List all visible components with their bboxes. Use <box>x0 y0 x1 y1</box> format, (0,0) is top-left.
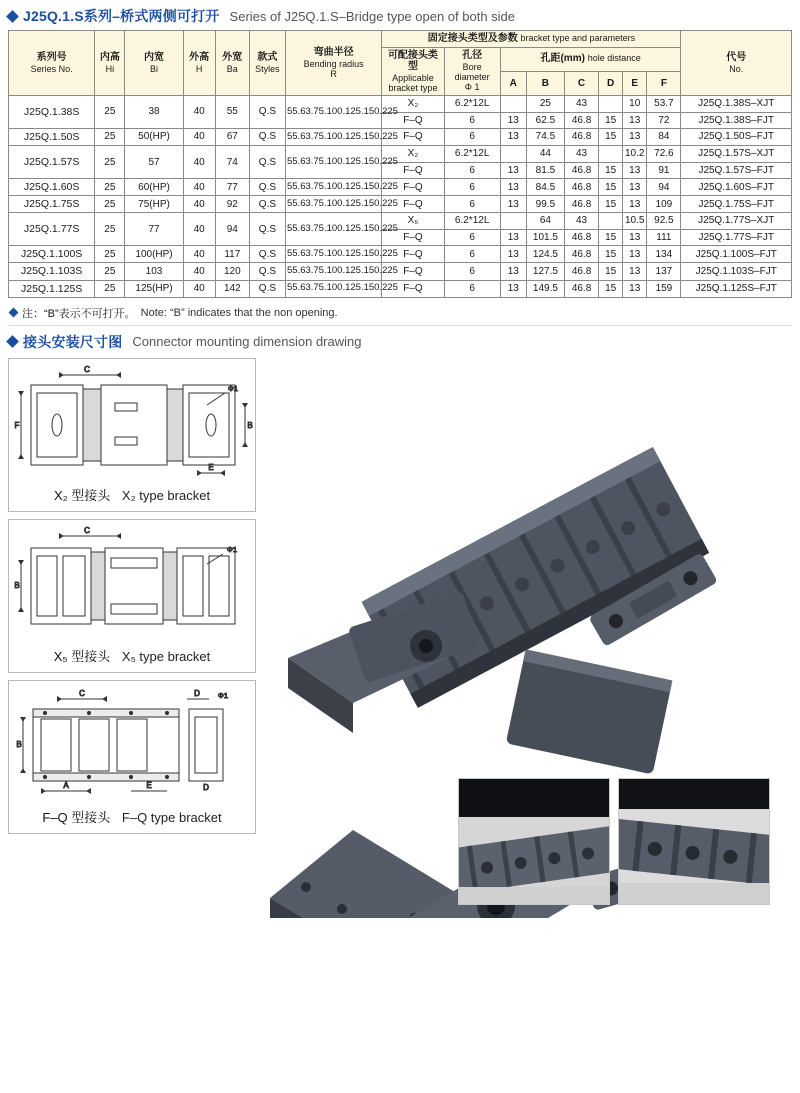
cell-bore: 6 <box>444 229 500 246</box>
spec-table-head <box>9 31 792 96</box>
cell-b: 149.5 <box>526 280 564 297</box>
table-row <box>9 246 792 263</box>
th-h-cn: 外高 <box>189 52 210 64</box>
cell-a <box>500 146 526 163</box>
cell-bi: 75(HP) <box>125 196 183 213</box>
cell-ba: 142 <box>215 280 249 297</box>
cell-ba: 117 <box>215 246 249 263</box>
cell-bore: 6 <box>444 263 500 280</box>
cell-a: 13 <box>500 112 526 129</box>
cell-b: 99.5 <box>526 196 564 213</box>
cell-a: 13 <box>500 196 526 213</box>
cell-d: 15 <box>599 196 623 213</box>
cell-ba: 74 <box>215 146 249 179</box>
cell-a <box>500 213 526 230</box>
cell-c: 46.8 <box>564 129 598 146</box>
cell-styles: Q.S <box>249 196 285 213</box>
th-bore-sym: Φ 1 <box>464 82 480 93</box>
cell-c: 43 <box>564 213 598 230</box>
th-b: B <box>526 71 564 95</box>
drawing-x5 <box>8 519 256 673</box>
cell-e: 13 <box>623 280 647 297</box>
cell-bracket-type: F–Q <box>382 179 444 196</box>
drawing-x5-caption-en: X₅ type bracket <box>121 648 211 664</box>
cell-f: 111 <box>647 229 681 246</box>
cell-c: 46.8 <box>564 179 598 196</box>
cell-f: 53.7 <box>647 96 681 113</box>
cell-bending: 55.63.75.100.125.150.225 <box>285 146 381 179</box>
cell-e: 13 <box>623 179 647 196</box>
cell-bore: 6 <box>444 112 500 129</box>
cell-f: 91 <box>647 162 681 179</box>
page-title-cn: J25Q.1.S系列–桥式两侧可打开 <box>23 8 220 24</box>
svg-text:B: B <box>14 580 20 590</box>
th-no-cn: 代号 <box>726 52 747 64</box>
fq-drawing-svg <box>11 685 255 803</box>
x2-drawing-svg <box>11 363 255 481</box>
cell-series: J25Q.1.75S <box>9 196 95 213</box>
cell-no: J25Q.1.103S–FJT <box>681 263 792 280</box>
cell-bracket-type: F–Q <box>382 129 444 146</box>
svg-text:E: E <box>208 462 214 472</box>
cell-bending: 55.63.75.100.125.150.225 <box>285 213 381 246</box>
th-ba-en: Ba <box>226 63 238 74</box>
th-bracket-group <box>382 31 681 48</box>
page-title-en: Series of J25Q.1.S–Bridge type open of both side <box>229 8 516 24</box>
cell-bracket-type: X₂ <box>382 96 444 113</box>
th-applicable-cn: 可配接头类型 <box>387 49 438 72</box>
cell-b: 127.5 <box>526 263 564 280</box>
svg-text:D: D <box>194 688 200 698</box>
cell-a: 13 <box>500 129 526 146</box>
svg-text:B: B <box>16 739 22 749</box>
lower-content <box>0 358 800 918</box>
thumbnail-2 <box>618 778 770 905</box>
cell-e: 10.2 <box>623 146 647 163</box>
cell-f: 84 <box>647 129 681 146</box>
cell-no: J25Q.1.60S–FJT <box>681 179 792 196</box>
cell-bi: 100(HP) <box>125 246 183 263</box>
th-ba <box>215 31 249 96</box>
cell-no: J25Q.1.57S–FJT <box>681 162 792 179</box>
table-row <box>9 129 792 146</box>
th-bending-cn: 弯曲半径 <box>313 47 354 58</box>
cell-bracket-type: F–Q <box>382 263 444 280</box>
cell-bracket-type: F–Q <box>382 246 444 263</box>
drawing-x2-caption-cn: X₂ 型接头 <box>53 487 111 503</box>
cell-f: 72.6 <box>647 146 681 163</box>
cell-f: 94 <box>647 179 681 196</box>
cell-bi: 103 <box>125 263 183 280</box>
cell-c: 46.8 <box>564 196 598 213</box>
cell-no: J25Q.1.38S–FJT <box>681 112 792 129</box>
cell-d <box>599 146 623 163</box>
cell-no: J25Q.1.77S–XJT <box>681 213 792 230</box>
th-ba-cn: 外宽 <box>222 52 243 64</box>
th-bore <box>444 47 500 96</box>
cell-bracket-type: F–Q <box>382 196 444 213</box>
table-row <box>9 280 792 297</box>
cell-bi: 77 <box>125 213 183 246</box>
cell-bending: 55.63.75.100.125.150.225 <box>285 96 381 129</box>
cell-series: J25Q.1.57S <box>9 146 95 179</box>
th-hi-en: Hi <box>105 63 115 74</box>
table-row <box>9 263 792 280</box>
cell-bore: 6.2*12L <box>444 213 500 230</box>
cell-bore: 6 <box>444 179 500 196</box>
cell-h: 40 <box>183 146 215 179</box>
th-styles <box>249 31 285 96</box>
cell-e: 10.5 <box>623 213 647 230</box>
cell-a <box>500 96 526 113</box>
table-row <box>9 196 792 213</box>
th-bending <box>285 31 381 96</box>
cell-c: 43 <box>564 96 598 113</box>
cell-styles: Q.S <box>249 213 285 246</box>
table-row <box>9 96 792 113</box>
cell-h: 40 <box>183 280 215 297</box>
cell-bore: 6 <box>444 196 500 213</box>
cell-f: 72 <box>647 112 681 129</box>
cell-h: 40 <box>183 96 215 129</box>
cell-series: J25Q.1.60S <box>9 179 95 196</box>
th-series-en: Series No. <box>30 63 73 74</box>
th-bracket-group-en: bracket type and parameters <box>520 33 636 43</box>
cell-bracket-type: X₅ <box>382 213 444 230</box>
cell-bending: 55.63.75.100.125.150.225 <box>285 280 381 297</box>
cell-e: 10 <box>623 96 647 113</box>
cell-bracket-type: F–Q <box>382 280 444 297</box>
svg-text:Φ1: Φ1 <box>227 383 239 393</box>
th-bi <box>125 31 183 96</box>
th-series-cn: 系列号 <box>36 52 67 64</box>
drawing-fq-caption-en: F–Q type bracket <box>121 809 222 825</box>
cell-bending: 55.63.75.100.125.150.225 <box>285 179 381 196</box>
cell-styles: Q.S <box>249 96 285 129</box>
cell-bi: 57 <box>125 146 183 179</box>
th-bi-cn: 内宽 <box>144 52 165 64</box>
cell-c: 46.8 <box>564 112 598 129</box>
svg-text:C: C <box>84 525 90 535</box>
cell-e: 13 <box>623 162 647 179</box>
svg-text:F: F <box>14 420 20 430</box>
cell-styles: Q.S <box>249 179 285 196</box>
cell-bore: 6 <box>444 280 500 297</box>
th-hole-en: hole distance <box>587 53 641 64</box>
svg-text:Φ1: Φ1 <box>217 690 229 700</box>
cell-bending: 55.63.75.100.125.150.225 <box>285 196 381 213</box>
drawings-column <box>8 358 256 841</box>
cell-bore: 6.2*12L <box>444 146 500 163</box>
cell-bore: 6.2*12L <box>444 96 500 113</box>
cell-c: 43 <box>564 146 598 163</box>
cell-h: 40 <box>183 129 215 146</box>
cell-d: 15 <box>599 112 623 129</box>
cell-bore: 6 <box>444 129 500 146</box>
cell-h: 40 <box>183 213 215 246</box>
cell-b: 81.5 <box>526 162 564 179</box>
cell-series: J25Q.1.77S <box>9 213 95 246</box>
cell-series: J25Q.1.38S <box>9 96 95 129</box>
th-bracket-group-cn: 固定接头类型及参数 <box>427 33 518 44</box>
cell-hi: 25 <box>95 246 125 263</box>
detail-thumbnails <box>458 778 770 905</box>
cell-styles: Q.S <box>249 129 285 146</box>
cell-a: 13 <box>500 162 526 179</box>
cell-bracket-type: F–Q <box>382 162 444 179</box>
cell-bi: 38 <box>125 96 183 129</box>
cell-bi: 50(HP) <box>125 129 183 146</box>
th-hi-cn: 内高 <box>99 52 120 64</box>
cell-h: 40 <box>183 246 215 263</box>
svg-text:C: C <box>79 688 85 698</box>
drawing-fq-caption-cn: F–Q 型接头 <box>42 809 111 825</box>
spec-table-wrapper <box>0 30 800 298</box>
cell-b: 64 <box>526 213 564 230</box>
cell-hi: 25 <box>95 129 125 146</box>
cell-c: 46.8 <box>564 246 598 263</box>
cell-bi: 125(HP) <box>125 280 183 297</box>
diamond-bullet-icon <box>6 10 19 23</box>
cell-f: 159 <box>647 280 681 297</box>
cell-h: 40 <box>183 196 215 213</box>
svg-text:E: E <box>146 780 152 790</box>
th-bore-cn: 孔径 <box>462 50 483 62</box>
cell-no: J25Q.1.38S–XJT <box>681 96 792 113</box>
th-hole-cn: 孔距(mm) <box>540 53 585 65</box>
connector-title-cn: 接头安装尺寸图 <box>23 333 123 350</box>
cell-d: 15 <box>599 179 623 196</box>
header-row-1 <box>9 31 792 48</box>
cell-ba: 77 <box>215 179 249 196</box>
th-no-en: No. <box>729 63 744 74</box>
cell-d <box>599 213 623 230</box>
th-hi <box>95 31 125 96</box>
cell-bi: 60(HP) <box>125 179 183 196</box>
drawing-x2-caption <box>11 481 253 509</box>
cell-hi: 25 <box>95 96 125 129</box>
table-row <box>9 146 792 163</box>
cell-a: 13 <box>500 280 526 297</box>
th-applicable <box>382 47 444 96</box>
cell-e: 13 <box>623 196 647 213</box>
thumbnail-1-image <box>459 779 609 904</box>
spec-table-body <box>9 96 792 297</box>
cell-ba: 67 <box>215 129 249 146</box>
cell-hi: 25 <box>95 213 125 246</box>
cell-styles: Q.S <box>249 246 285 263</box>
cell-b: 44 <box>526 146 564 163</box>
th-no <box>681 31 792 96</box>
th-c: C <box>564 71 598 95</box>
cell-bore: 6 <box>444 162 500 179</box>
th-bending-r: R <box>330 68 337 79</box>
cell-ba: 55 <box>215 96 249 129</box>
table-row <box>9 213 792 230</box>
svg-text:A: A <box>63 780 69 790</box>
cell-h: 40 <box>183 263 215 280</box>
cell-styles: Q.S <box>249 280 285 297</box>
th-bi-en: Bi <box>150 63 159 74</box>
cell-d: 15 <box>599 129 623 146</box>
cell-c: 46.8 <box>564 280 598 297</box>
table-row <box>9 179 792 196</box>
cell-e: 13 <box>623 246 647 263</box>
cell-hi: 25 <box>95 146 125 179</box>
cell-hi: 25 <box>95 263 125 280</box>
cell-a: 13 <box>500 263 526 280</box>
cell-hi: 25 <box>95 179 125 196</box>
cell-e: 13 <box>623 229 647 246</box>
drawing-fq-caption <box>11 803 253 831</box>
drawing-x5-caption <box>11 642 253 670</box>
cell-c: 46.8 <box>564 162 598 179</box>
cell-series: J25Q.1.103S <box>9 263 95 280</box>
cell-bending: 55.63.75.100.125.150.225 <box>285 263 381 280</box>
cell-bracket-type: F–Q <box>382 112 444 129</box>
cell-series: J25Q.1.100S <box>9 246 95 263</box>
diamond-bullet-icon <box>9 308 19 318</box>
note-cn: 注：“B”表示不可打开。 <box>22 307 136 320</box>
svg-text:D: D <box>203 782 209 792</box>
cell-ba: 92 <box>215 196 249 213</box>
drawing-x2 <box>8 358 256 512</box>
cell-c: 46.8 <box>564 229 598 246</box>
drawing-x5-caption-cn: X₅ 型接头 <box>53 648 111 664</box>
th-h <box>183 31 215 96</box>
svg-text:C: C <box>84 364 90 374</box>
cell-bore: 6 <box>444 246 500 263</box>
cell-b: 25 <box>526 96 564 113</box>
cell-a: 13 <box>500 179 526 196</box>
svg-text:Φ1: Φ1 <box>226 544 238 554</box>
cell-no: J25Q.1.75S–FJT <box>681 196 792 213</box>
cell-series: J25Q.1.125S <box>9 280 95 297</box>
cell-hi: 25 <box>95 196 125 213</box>
th-applicable-en: Applicable bracket type <box>388 72 438 93</box>
page-title <box>0 0 800 30</box>
drawing-x2-caption-en: X₂ type bracket <box>121 487 211 503</box>
table-note <box>0 298 800 325</box>
th-h-en: H <box>195 63 203 74</box>
cell-no: J25Q.1.50S–FJT <box>681 129 792 146</box>
th-a: A <box>500 71 526 95</box>
cell-bending: 55.63.75.100.125.150.225 <box>285 129 381 146</box>
cell-a: 13 <box>500 229 526 246</box>
thumbnail-1 <box>458 778 610 905</box>
cell-b: 74.5 <box>526 129 564 146</box>
x5-drawing-svg <box>11 524 255 642</box>
th-e: E <box>623 71 647 95</box>
svg-text:B: B <box>247 420 253 430</box>
spec-table <box>8 30 792 298</box>
cell-bracket-type: X₂ <box>382 146 444 163</box>
th-series <box>9 31 95 96</box>
cell-ba: 120 <box>215 263 249 280</box>
cell-styles: Q.S <box>249 263 285 280</box>
th-hole-group <box>500 47 681 71</box>
th-f: F <box>647 71 681 95</box>
note-en: Note: “B” indicates that the non opening. <box>140 306 338 319</box>
cell-no: J25Q.1.125S–FJT <box>681 280 792 297</box>
cell-no: J25Q.1.57S–XJT <box>681 146 792 163</box>
cell-e: 13 <box>623 263 647 280</box>
cell-c: 46.8 <box>564 263 598 280</box>
cell-f: 134 <box>647 246 681 263</box>
cell-f: 92.5 <box>647 213 681 230</box>
cell-bracket-type: F–Q <box>382 229 444 246</box>
diamond-bullet-icon <box>6 335 19 348</box>
cell-b: 62.5 <box>526 112 564 129</box>
th-bore-en: Bore diameter <box>454 61 490 82</box>
cell-ba: 94 <box>215 213 249 246</box>
connector-section-title <box>0 326 800 356</box>
cell-no: J25Q.1.100S–FJT <box>681 246 792 263</box>
cell-d: 15 <box>599 246 623 263</box>
cell-f: 109 <box>647 196 681 213</box>
cell-styles: Q.S <box>249 146 285 179</box>
drawing-fq <box>8 680 256 834</box>
th-d: D <box>599 71 623 95</box>
cell-hi: 25 <box>95 280 125 297</box>
th-styles-en: Styles <box>255 63 280 74</box>
cell-h: 40 <box>183 179 215 196</box>
cell-e: 13 <box>623 129 647 146</box>
cell-e: 13 <box>623 112 647 129</box>
cell-f: 137 <box>647 263 681 280</box>
cell-no: J25Q.1.77S–FJT <box>681 229 792 246</box>
cell-series: J25Q.1.50S <box>9 129 95 146</box>
cell-d <box>599 96 623 113</box>
cell-d: 15 <box>599 280 623 297</box>
connector-title-en: Connector mounting dimension drawing <box>132 334 362 350</box>
cell-b: 124.5 <box>526 246 564 263</box>
cell-d: 15 <box>599 229 623 246</box>
cell-b: 84.5 <box>526 179 564 196</box>
cell-a: 13 <box>500 246 526 263</box>
cell-bending: 55.63.75.100.125.150.225 <box>285 246 381 263</box>
thumbnail-2-image <box>619 779 769 904</box>
cell-d: 15 <box>599 263 623 280</box>
cell-d: 15 <box>599 162 623 179</box>
th-bending-en: Bending radius <box>303 58 364 69</box>
th-styles-cn: 款式 <box>257 52 278 64</box>
cell-b: 101.5 <box>526 229 564 246</box>
